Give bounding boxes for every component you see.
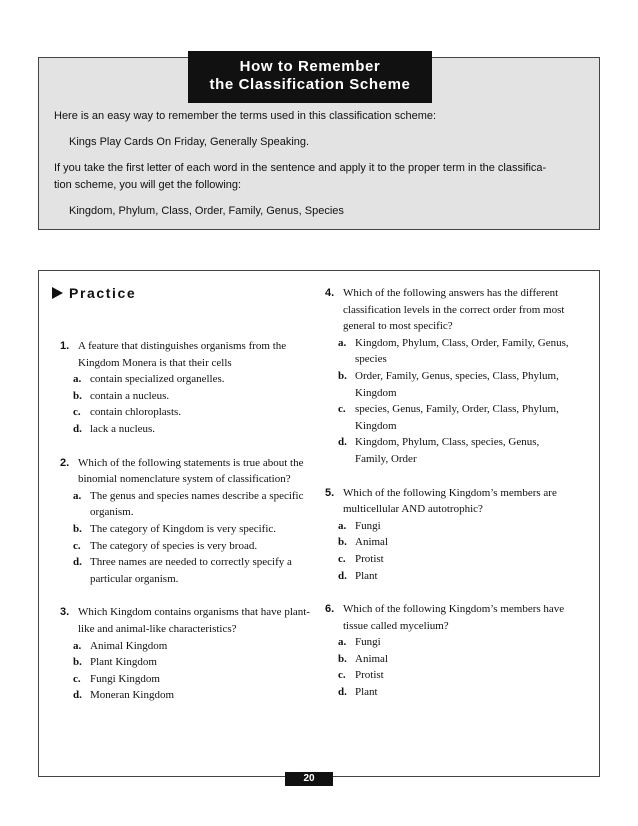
question-text: A feature that distinguishes organisms from the Kingdom Monera is that their cells [78, 340, 287, 369]
option-letter: a. [73, 489, 82, 502]
answer-option [60, 538, 310, 555]
option-letter: d. [73, 556, 82, 569]
option-text: Fungi Kingdom [90, 672, 160, 685]
answer-option [325, 368, 575, 401]
option-letter: c. [338, 403, 346, 416]
answer-option [60, 638, 310, 655]
option-text: Animal [355, 536, 388, 549]
option-letter: c. [73, 406, 81, 419]
question-number: 4. [325, 287, 335, 299]
question-stem [60, 338, 310, 371]
question-6 [325, 601, 575, 701]
option-text: Plant [355, 686, 378, 699]
answer-option [60, 371, 310, 388]
option-text: Fungi [355, 636, 381, 649]
option-text: The category of Kingdom is very specific. [90, 522, 277, 535]
option-letter: d. [73, 689, 82, 702]
option-letter: d. [73, 422, 82, 435]
option-letter: b. [338, 536, 347, 549]
question-stem [325, 485, 575, 518]
answer-option [60, 388, 310, 405]
option-text: species, Genus, Family, Order, Class, Phylum, Kingdom [355, 403, 559, 432]
question-text: Which of the following Kingdom’s members are multicellular AND autotrophic? [343, 486, 557, 516]
option-letter: b. [338, 369, 347, 382]
question-text: Which of the following statements is true about the binomial nomenclature system of classification? [78, 456, 304, 486]
question-stem [60, 604, 310, 637]
option-text: Three names are needed to correctly specify a particular organism. [90, 556, 292, 585]
option-letter: b. [338, 652, 347, 665]
question-1 [60, 338, 310, 438]
answer-option [325, 335, 575, 368]
option-text: Kingdom, Phylum, Class, species, Genus, Family, Order [355, 436, 540, 465]
question-stem [325, 285, 575, 335]
option-letter: d. [338, 436, 347, 449]
question-number: 3. [60, 606, 70, 619]
option-letter: c. [338, 552, 346, 565]
question-stem [60, 455, 310, 488]
option-letter: a. [338, 636, 347, 649]
answer-option [60, 488, 310, 521]
option-text: Protist [355, 669, 384, 682]
option-text: contain a nucleus. [90, 389, 170, 402]
answer-option [325, 667, 575, 684]
option-letter: d. [338, 686, 347, 699]
tip-title [188, 51, 432, 103]
practice-heading [52, 283, 136, 303]
question-number: 6. [325, 603, 335, 616]
answer-option [60, 687, 310, 704]
answer-option [60, 671, 310, 688]
option-text: The category of species is very broad. [90, 539, 258, 552]
option-text: Animal Kingdom [90, 639, 168, 652]
practice-heading-label: Practice [69, 285, 137, 301]
option-letter: b. [73, 389, 82, 402]
question-text: Which Kingdom contains organisms that have plant-like and animal-like characteristics? [78, 606, 310, 635]
answer-option [60, 654, 310, 671]
option-letter: a. [73, 639, 82, 652]
option-text: Plant Kingdom [90, 656, 157, 669]
tip-intro: Here is an easy way to remember the terms used in this classification scheme: [54, 110, 437, 122]
questions-left-column [60, 338, 310, 721]
answer-option [325, 551, 575, 568]
tip-mnemonic: Kings Play Cards On Friday, Generally Speaking. [69, 136, 310, 148]
option-text: The genus and species names describe a specific organism. [90, 489, 304, 519]
answer-option [60, 521, 310, 538]
answer-option [325, 684, 575, 701]
option-letter: a. [338, 336, 347, 349]
answer-option [325, 651, 575, 668]
option-text: Fungi [355, 519, 381, 532]
answer-option [325, 534, 575, 551]
option-letter: a. [73, 373, 82, 386]
question-stem [325, 601, 575, 634]
option-letter: b. [73, 522, 82, 535]
option-text: Plant [355, 569, 378, 582]
tip-title-line-1: How to Remember [239, 58, 381, 75]
option-letter: c. [73, 672, 81, 685]
question-text: Which of the following answers has the different classification levels in the correct order from most general to most specific? [343, 287, 565, 333]
answer-option [60, 554, 310, 587]
option-text: Protist [355, 552, 384, 565]
triangle-bullet-icon [52, 287, 63, 299]
answer-option [325, 434, 575, 467]
option-letter: d. [338, 569, 347, 582]
option-letter: a. [338, 519, 347, 532]
answer-option [325, 568, 575, 585]
question-number: 1. [60, 340, 70, 352]
option-text: contain chloroplasts. [90, 406, 182, 419]
question-5 [325, 485, 575, 585]
question-text: Which of the following Kingdom’s members have tissue called mycelium? [343, 603, 565, 632]
question-3 [60, 604, 310, 704]
tip-explanation-line-1: If you take the first letter of each word in the sentence and apply it to the proper term in the classifica- [54, 162, 547, 174]
tip-title-line-2: the Classification Scheme [209, 76, 411, 93]
question-number: 2. [60, 456, 70, 469]
answer-option [325, 401, 575, 434]
answer-option [60, 421, 310, 438]
page-number: 20 [285, 772, 333, 786]
question-4 [325, 285, 575, 468]
option-text: contain specialized organelles. [90, 373, 225, 386]
option-text: Moneran Kingdom [90, 689, 175, 702]
question-2 [60, 455, 310, 588]
answer-option [325, 634, 575, 651]
option-text: lack a nucleus. [90, 422, 156, 435]
option-letter: c. [73, 539, 81, 552]
questions-right-column [325, 285, 575, 718]
tip-explanation-line-2: tion scheme, you will get the following: [54, 179, 242, 191]
option-letter: c. [338, 669, 346, 682]
option-letter: b. [73, 656, 82, 669]
question-number: 5. [325, 486, 335, 499]
option-text: Kingdom, Phylum, Class, Order, Family, Genus, species [355, 336, 569, 366]
option-text: Animal [355, 652, 388, 665]
answer-option [325, 518, 575, 535]
option-text: Order, Family, Genus, species, Class, Phylum, Kingdom [355, 369, 559, 399]
answer-option [60, 404, 310, 421]
tip-terms: Kingdom, Phylum, Class, Order, Family, Genus, Species [69, 205, 344, 217]
